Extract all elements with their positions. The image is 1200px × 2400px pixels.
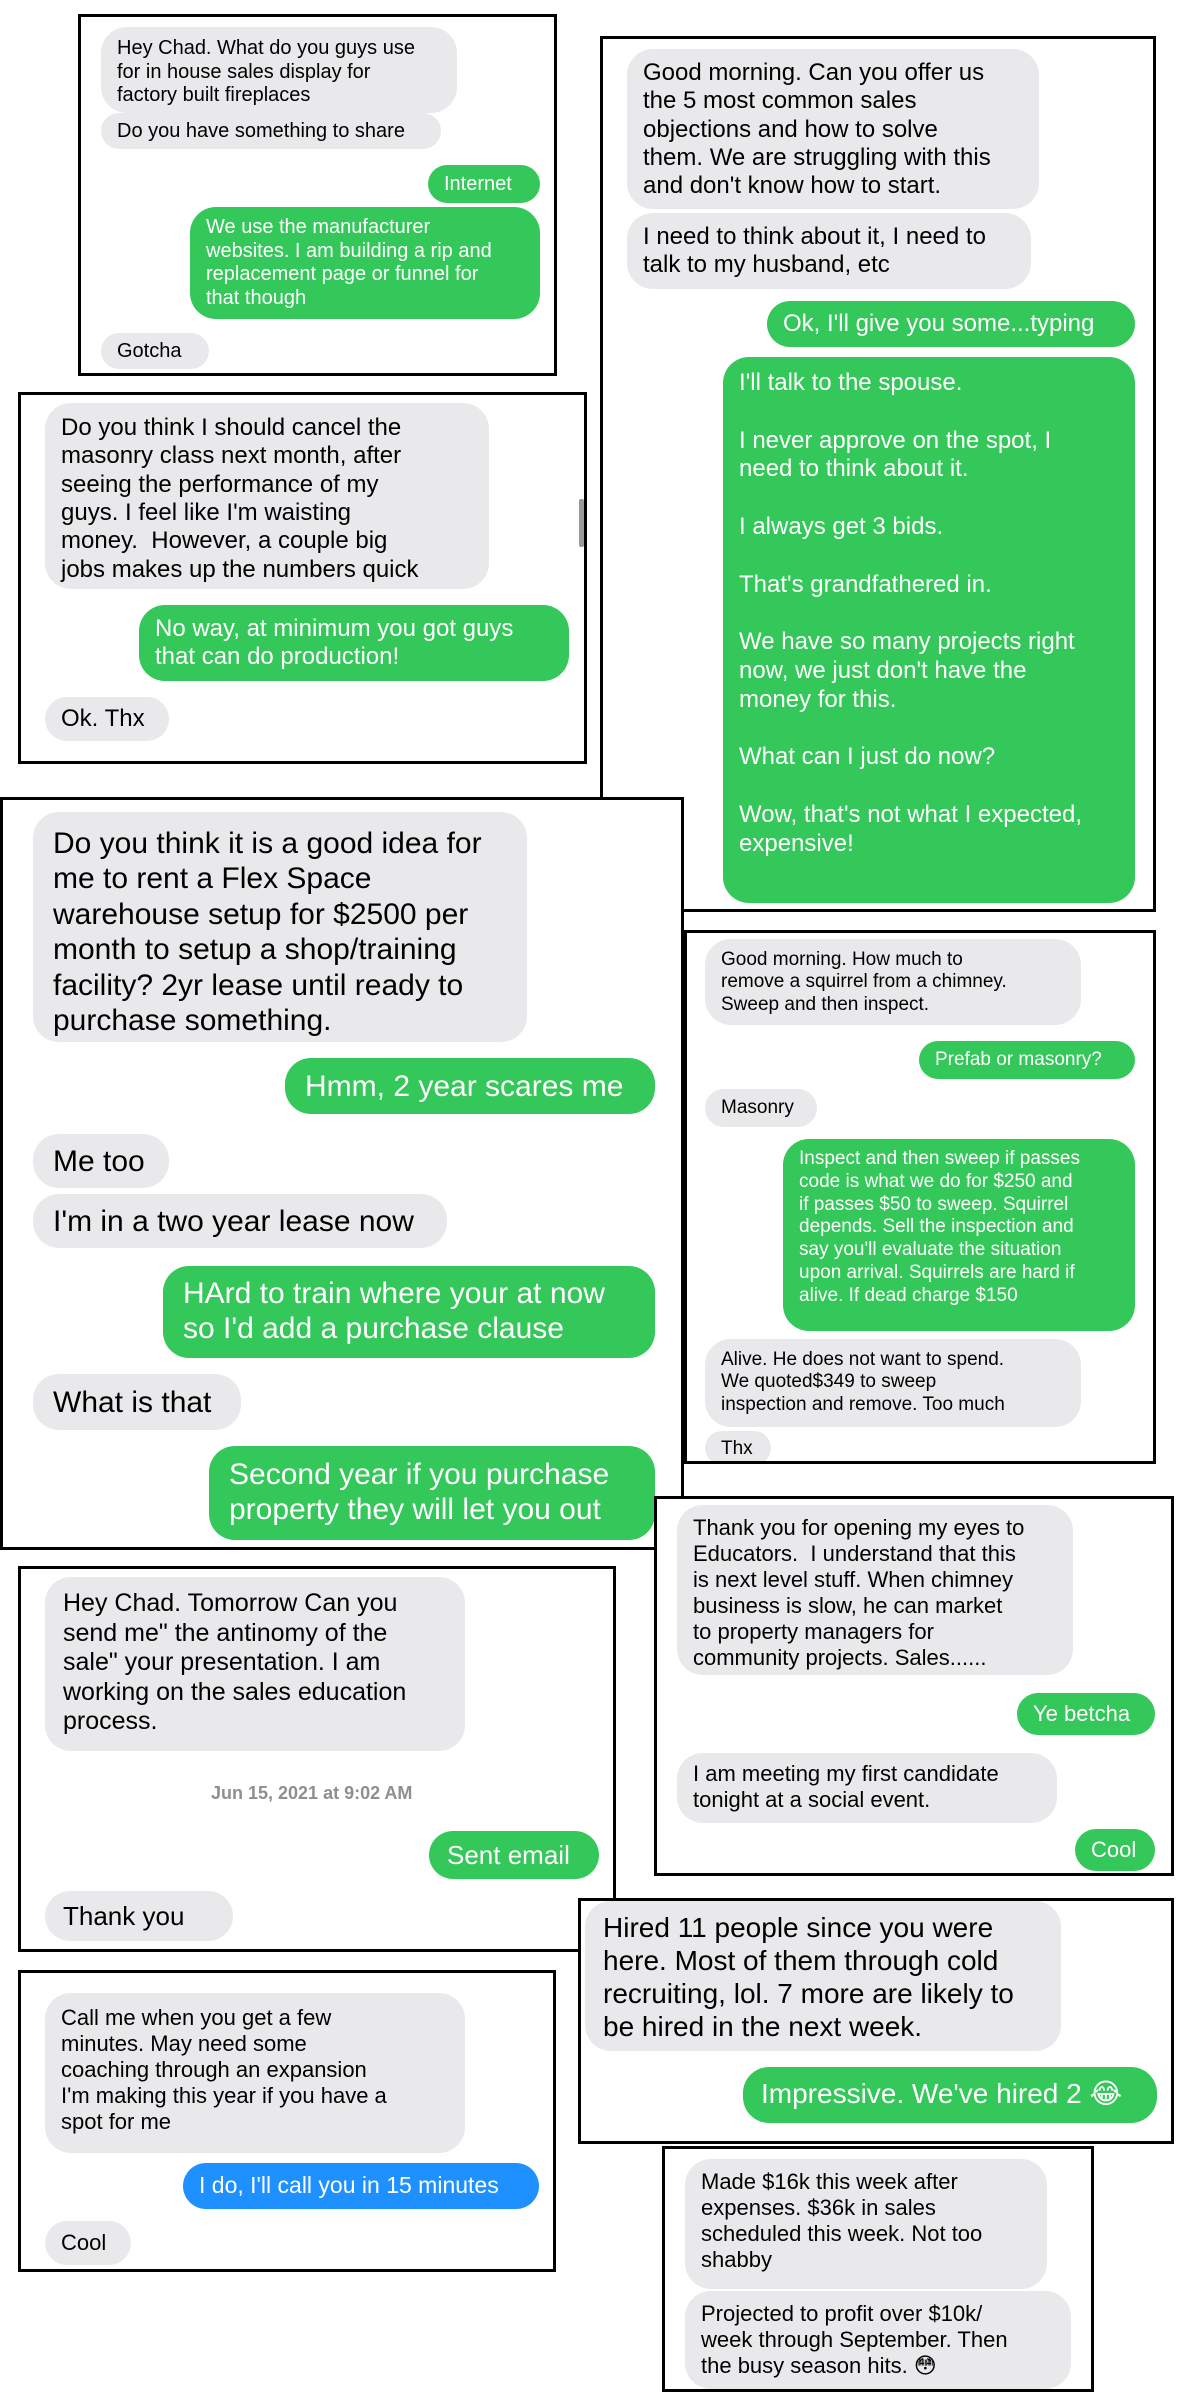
message-incoming: Do you have something to share <box>101 113 441 149</box>
chat-panel-hiring <box>578 1898 1174 2144</box>
message-outgoing: Inspect and then sweep if passes code is what we do for $250 and if passes $50 to sweep. Squirrel depends. Sell the inspection and say you'll evaluate the situation upon arrival. Squirrels are hard if alive. If dead charge $150 <box>783 1139 1135 1331</box>
chat-panel-squirrel <box>684 930 1156 1464</box>
message-incoming: Gotcha <box>101 333 209 369</box>
message-incoming: Thx <box>705 1431 771 1464</box>
chat-panel-sales-objections <box>600 36 1156 912</box>
message-incoming: Hired 11 people since you were here. Most of them through cold recruiting, lol. 7 more are likely to be hired in the next week. <box>585 1901 1061 2051</box>
message-incoming: Hey Chad. What do you guys use for in house sales display for factory built fireplaces <box>101 27 457 113</box>
message-incoming: Projected to profit over $10k/ week through September. Then the busy season hits. 😳 <box>685 2291 1071 2389</box>
message-incoming: Ok. Thx <box>45 697 169 741</box>
message-outgoing: Impressive. We've hired 2 😂 <box>743 2067 1157 2123</box>
message-outgoing: I'll talk to the spouse. I never approve on the spot, I need to think about it. I always get 3 bids. That's grandfathered in. We have so many projects right now, we just don't have the money for this. What can I just do now? Wow, that's not what I expected, expensive! <box>723 357 1135 903</box>
message-incoming: Cool <box>45 2221 131 2265</box>
message-outgoing: Ok, I'll give you some...typing <box>767 301 1135 347</box>
message-incoming: I'm in a two year lease now <box>33 1194 447 1248</box>
message-incoming: Do you think I should cancel the masonry class next month, after seeing the performance of my guys. I feel like I'm waisting money. However, a couple big jobs makes up the numbers quick <box>45 403 489 589</box>
scrollbar[interactable] <box>579 499 584 547</box>
chat-panel-fireplace-display <box>78 14 557 376</box>
chat-panel-sales-presentation <box>18 1566 616 1952</box>
message-incoming: Good morning. Can you offer us the 5 most common sales objections and how to solve them. We are struggling with this and don't know how to start. <box>627 49 1039 209</box>
message-incoming: Do you think it is a good idea for me to rent a Flex Space warehouse setup for $2500 per month to setup a shop/training facility? 2yr lease until ready to purchase something. <box>33 812 527 1042</box>
chat-panel-expansion <box>18 1970 556 2272</box>
chat-panel-masonry-class <box>18 392 587 764</box>
message-incoming: Me too <box>33 1134 169 1188</box>
message-outgoing: I do, I'll call you in 15 minutes <box>183 2163 539 2209</box>
message-incoming: What is that <box>33 1374 241 1430</box>
chat-panel-profit <box>662 2146 1094 2392</box>
message-incoming: Thank you for opening my eyes to Educators. I understand that this is next level stuff. When chimney business is slow, he can market to property managers for community projects. Sales...... <box>677 1505 1073 1675</box>
message-outgoing: No way, at minimum you got guys that can do production! <box>139 605 569 681</box>
message-outgoing: Second year if you purchase property they will let you out <box>209 1446 655 1540</box>
message-outgoing: Ye betcha <box>1017 1693 1155 1735</box>
message-outgoing: Prefab or masonry? <box>919 1041 1135 1079</box>
message-incoming: Hey Chad. Tomorrow Can you send me" the antinomy of the sale" your presentation. I am working on the sales education process. <box>45 1577 465 1751</box>
message-outgoing: Sent email <box>429 1831 599 1879</box>
message-incoming: Call me when you get a few minutes. May need some coaching through an expansion I'm making this year if you have a spot for me <box>45 1993 465 2153</box>
message-outgoing: HArd to train where your at now so I'd add a purchase clause <box>163 1266 655 1358</box>
message-outgoing: Internet <box>428 165 540 203</box>
message-outgoing: We use the manufacturer websites. I am building a rip and replacement page or funnel for that though <box>190 207 540 319</box>
message-outgoing: Cool <box>1075 1829 1155 1871</box>
chat-panel-flex-space <box>0 797 684 1550</box>
message-incoming: Masonry <box>705 1089 817 1127</box>
message-incoming: Alive. He does not want to spend. We quoted$349 to sweep inspection and remove. Too much <box>705 1339 1081 1427</box>
chat-panel-educators <box>654 1496 1174 1876</box>
message-incoming: Thank you <box>45 1891 233 1941</box>
message-incoming: Made $16k this week after expenses. $36k in sales scheduled this week. Not too shabby <box>685 2159 1047 2289</box>
message-incoming: Good morning. How much to remove a squirrel from a chimney. Sweep and then inspect. <box>705 939 1081 1025</box>
message-incoming: I need to think about it, I need to talk to my husband, etc <box>627 213 1031 289</box>
message-incoming: I am meeting my first candidate tonight at a social event. <box>677 1753 1057 1823</box>
timestamp: Jun 15, 2021 at 9:02 AM <box>211 1783 413 1803</box>
message-outgoing: Hmm, 2 year scares me <box>285 1058 655 1114</box>
